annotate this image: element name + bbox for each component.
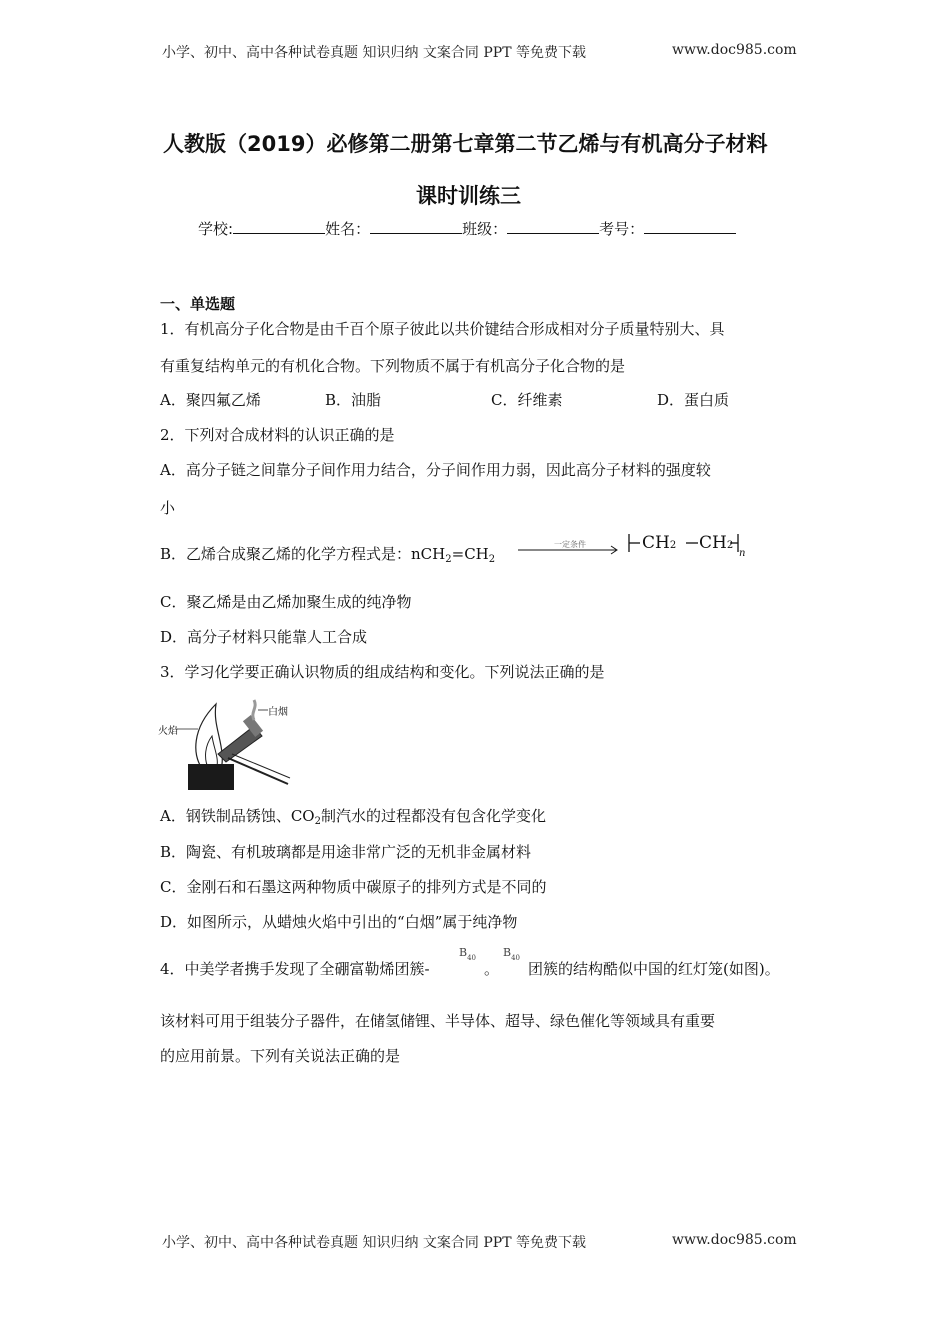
subscript: 2 xyxy=(314,816,321,827)
b40-formula-a: $B_{40}$ xyxy=(459,946,477,962)
q1-stem-line2: 有重复结构单元的有机化合物。下列物质不属于有机高分子化合物的是 xyxy=(160,357,626,375)
document-title: 人教版（2019）必修第二册第七章第二节乙烯与有机高分子材料 xyxy=(163,132,768,156)
number-blank[interactable] xyxy=(644,219,736,234)
q4-stem-line3: 的应用前景。下列有关说法正确的是 xyxy=(160,1047,401,1065)
q2-option-a-line2[interactable]: 小 xyxy=(160,499,176,517)
candle-smoke-figure xyxy=(158,696,298,792)
page-footer-text: 小学、初中、高中各种试卷真题 知识归纳 文案合同 PPT 等免费下载 xyxy=(162,1235,586,1251)
number-label: 考号： xyxy=(599,220,645,238)
q3-option-a-text: A．钢铁制品锈蚀、CO xyxy=(160,807,315,825)
q4-stem-prefix: 4．中美学者携手发现了全硼富勒烯团簇- xyxy=(160,960,430,978)
q2-option-b-mid: =CH xyxy=(451,545,489,563)
student-info-row xyxy=(198,218,736,239)
subscript: 2 xyxy=(488,554,496,565)
q4-stem-mid: 。 xyxy=(484,960,500,978)
ch2-group-a: CH2 xyxy=(642,533,677,553)
q3-option-b[interactable]: B．陶瓷、有机玻璃都是用途非常广泛的无机非金属材料 xyxy=(160,843,532,861)
ch2-group-b: CH2 xyxy=(699,533,734,553)
q2-option-c[interactable]: C．聚乙烯是由乙烯加聚生成的纯净物 xyxy=(160,593,412,611)
q3-option-c[interactable]: C．金刚石和石墨这两种物质中碳原子的排列方式是不同的 xyxy=(160,878,547,896)
document-subtitle: 课时训练三 xyxy=(416,184,521,208)
figure-label-smoke: 白烟 xyxy=(268,707,288,718)
class-blank[interactable] xyxy=(507,219,599,234)
q1-option-b[interactable]: B．油脂 xyxy=(325,391,382,409)
school-label: 学校: xyxy=(198,220,234,238)
q1-stem-line1: 1．有机高分子化合物是由千百个原子彼此以共价键结合形成相对分子质量特别大、具 xyxy=(160,320,725,338)
reaction-arrow xyxy=(518,540,622,554)
figure-label-flame: 火焰 xyxy=(158,726,178,737)
q1-option-d[interactable]: D．蛋白质 xyxy=(657,391,730,409)
school-blank[interactable] xyxy=(233,219,325,234)
q3-option-d[interactable]: D．如图所示，从蜡烛火焰中引出的“白烟”属于纯净物 xyxy=(160,913,518,931)
q3-option-a-suffix: 制汽水的过程都没有包含化学变化 xyxy=(320,807,546,825)
name-blank[interactable] xyxy=(370,219,462,234)
q2-option-b[interactable] xyxy=(160,543,495,565)
name-label: 姓名： xyxy=(325,220,371,238)
q4-stem-suffix: 团簇的结构酷似中国的红灯笼(如图)。 xyxy=(528,960,780,978)
q2-stem: 2．下列对合成材料的认识正确的是 xyxy=(160,426,395,444)
page-footer-url[interactable]: www.doc985.com xyxy=(672,1232,797,1248)
polyethylene-structure xyxy=(626,530,748,562)
q3-stem: 3．学习化学要正确认识物质的组成结构和变化。下列说法正确的是 xyxy=(160,663,605,681)
reaction-condition: 一定条件 xyxy=(554,540,586,549)
polymer-degree: n xyxy=(739,548,746,559)
q2-option-b-text: B．乙烯合成聚乙烯的化学方程式是：nCH xyxy=(160,545,446,563)
q1-option-a[interactable]: A．聚四氟乙烯 xyxy=(160,391,261,409)
class-label: 班级： xyxy=(462,220,508,238)
q1-option-c[interactable]: C．纤维素 xyxy=(491,391,563,409)
q2-option-d[interactable]: D．高分子材料只能靠人工合成 xyxy=(160,628,368,646)
arrow-icon xyxy=(518,544,622,558)
section-heading: 一、单选题 xyxy=(160,295,236,313)
page-header-text: 小学、初中、高中各种试卷真题 知识归纳 文案合同 PPT 等免费下载 xyxy=(162,45,586,61)
page-header-url[interactable]: www.doc985.com xyxy=(672,42,797,58)
q2-option-a-line1[interactable]: A．高分子链之间靠分子间作用力结合，分子间作用力弱，因此高分子材料的强度较 xyxy=(160,461,711,479)
q3-option-a[interactable] xyxy=(160,805,546,827)
subscript: 2 xyxy=(445,554,452,565)
q4-stem-line2: 该材料可用于组装分子器件，在储氢储锂、半导体、超导、绿色催化等领域具有重要 xyxy=(160,1012,716,1030)
b40-formula-b: $B_{40}$ xyxy=(503,946,521,962)
